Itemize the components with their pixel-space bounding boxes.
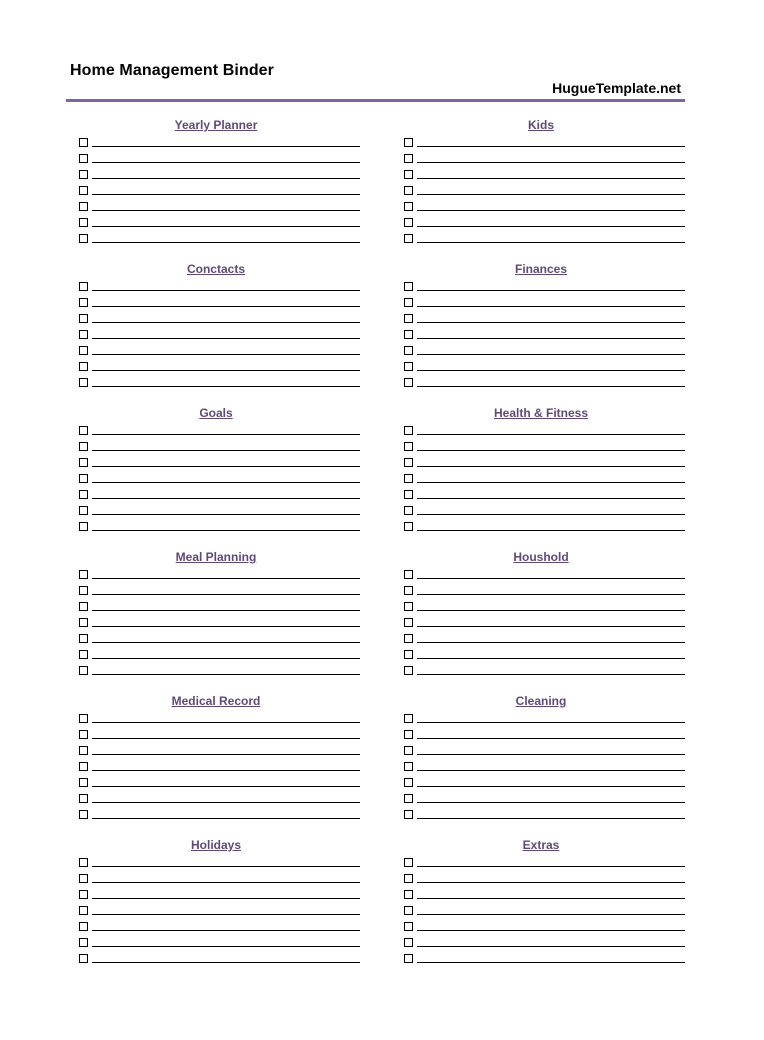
checklist-row [72, 918, 360, 934]
checklist-row [397, 198, 685, 214]
checkbox[interactable] [404, 362, 413, 371]
write-in-line[interactable] [92, 658, 360, 659]
checklist-row [72, 870, 360, 886]
checkbox[interactable] [79, 890, 88, 899]
checklist-row [72, 134, 360, 150]
checkbox[interactable] [404, 314, 413, 323]
checklist-row [397, 486, 685, 502]
checkbox[interactable] [79, 730, 88, 739]
checklist-row [397, 374, 685, 390]
write-in-line[interactable] [417, 770, 685, 771]
checkbox[interactable] [404, 426, 413, 435]
checklist-row [397, 870, 685, 886]
write-in-line[interactable] [92, 962, 360, 963]
checkbox[interactable] [404, 378, 413, 387]
checkbox[interactable] [79, 426, 88, 435]
write-in-line[interactable] [92, 514, 360, 515]
checklist-row [397, 662, 685, 678]
checklist-row [72, 646, 360, 662]
checklist-row [397, 566, 685, 582]
write-in-line[interactable] [417, 898, 685, 899]
write-in-line[interactable] [92, 482, 360, 483]
checkbox[interactable] [79, 474, 88, 483]
checkbox[interactable] [79, 602, 88, 611]
checklist-row [397, 278, 685, 294]
write-in-line[interactable] [92, 450, 360, 451]
checklist-section [397, 118, 685, 246]
checkbox[interactable] [79, 922, 88, 931]
section-title: Meal Planning [175, 550, 257, 564]
checkbox[interactable] [79, 234, 88, 243]
checklist-row [72, 582, 360, 598]
checkbox[interactable] [79, 458, 88, 467]
checklist-row [72, 566, 360, 582]
write-in-line[interactable] [417, 866, 685, 867]
write-in-line[interactable] [417, 242, 685, 243]
write-in-line[interactable] [417, 210, 685, 211]
write-in-line[interactable] [417, 818, 685, 819]
page-title: Home Management Binder [70, 62, 275, 79]
checklist-section [72, 550, 360, 678]
checkbox[interactable] [79, 634, 88, 643]
checklist-row [72, 614, 360, 630]
write-in-line[interactable] [417, 626, 685, 627]
checkbox[interactable] [404, 794, 413, 803]
checkbox[interactable] [79, 794, 88, 803]
checkbox[interactable] [79, 522, 88, 531]
checkbox[interactable] [79, 650, 88, 659]
write-in-line[interactable] [417, 674, 685, 675]
section-title: Health & Fitness [493, 406, 589, 420]
checklist-row [397, 710, 685, 726]
write-in-line[interactable] [417, 178, 685, 179]
write-in-line[interactable] [417, 930, 685, 931]
write-in-line[interactable] [417, 946, 685, 947]
section-title: Goals [199, 406, 233, 420]
checkbox[interactable] [404, 730, 413, 739]
checklist-row [72, 166, 360, 182]
section-title: Extras [522, 838, 560, 852]
write-in-line[interactable] [92, 354, 360, 355]
checkbox[interactable] [404, 186, 413, 195]
checklist-section [397, 838, 685, 966]
checkbox[interactable] [404, 138, 413, 147]
checklist-row [72, 358, 360, 374]
checkbox[interactable] [79, 154, 88, 163]
write-in-line[interactable] [417, 146, 685, 147]
checkbox[interactable] [79, 362, 88, 371]
checklist-row [397, 470, 685, 486]
checklist-row [397, 614, 685, 630]
write-in-line[interactable] [92, 610, 360, 611]
checkbox[interactable] [404, 634, 413, 643]
checklist-row [72, 518, 360, 534]
checklist-row [72, 294, 360, 310]
checklist-row [72, 950, 360, 966]
checklist-row [72, 182, 360, 198]
checkbox[interactable] [404, 298, 413, 307]
write-in-line[interactable] [92, 322, 360, 323]
checklist-row [72, 422, 360, 438]
checklist-row [397, 214, 685, 230]
write-in-line[interactable] [417, 530, 685, 531]
write-in-line[interactable] [417, 498, 685, 499]
checkbox[interactable] [79, 874, 88, 883]
write-in-line[interactable] [92, 722, 360, 723]
checklist-row [397, 934, 685, 950]
checklist-row [397, 790, 685, 806]
checklist-section [72, 694, 360, 822]
checkbox[interactable] [79, 314, 88, 323]
write-in-line[interactable] [92, 642, 360, 643]
checkbox[interactable] [79, 858, 88, 867]
checklist-row [72, 502, 360, 518]
checkbox[interactable] [404, 170, 413, 179]
checklist-section [72, 838, 360, 966]
checklist-row [397, 310, 685, 326]
checklist-row [397, 518, 685, 534]
checklist-row [397, 342, 685, 358]
section-title: Medical Record [171, 694, 261, 708]
write-in-line[interactable] [92, 226, 360, 227]
checkbox[interactable] [404, 490, 413, 499]
checklist-section [397, 262, 685, 390]
checklist-row [397, 950, 685, 966]
write-in-line[interactable] [92, 594, 360, 595]
checklist-section [397, 406, 685, 534]
checklist-row [397, 726, 685, 742]
section-title: Finances [514, 262, 568, 276]
checkbox[interactable] [79, 138, 88, 147]
write-in-line[interactable] [417, 642, 685, 643]
write-in-line[interactable] [417, 754, 685, 755]
checkbox[interactable] [404, 922, 413, 931]
checkbox[interactable] [404, 458, 413, 467]
checklist-row [72, 710, 360, 726]
write-in-line[interactable] [417, 162, 685, 163]
write-in-line[interactable] [92, 530, 360, 531]
write-in-line[interactable] [92, 386, 360, 387]
checklist-row [397, 502, 685, 518]
section-title: Holidays [190, 838, 241, 852]
write-in-line[interactable] [92, 770, 360, 771]
checklist-row [397, 182, 685, 198]
checklist-row [397, 630, 685, 646]
checkbox[interactable] [79, 506, 88, 515]
checklist-row [397, 598, 685, 614]
checklist-row [72, 214, 360, 230]
write-in-line[interactable] [92, 674, 360, 675]
checkbox[interactable] [79, 186, 88, 195]
write-in-line[interactable] [92, 786, 360, 787]
checklist-row [72, 454, 360, 470]
checklist-row [72, 598, 360, 614]
checkbox[interactable] [404, 762, 413, 771]
write-in-line[interactable] [417, 882, 685, 883]
checklist-row [397, 918, 685, 934]
checklist-row [72, 806, 360, 822]
write-in-line[interactable] [417, 338, 685, 339]
write-in-line[interactable] [417, 466, 685, 467]
section-title: Yearly Planner [174, 118, 258, 132]
write-in-line[interactable] [92, 738, 360, 739]
checklist-section [72, 118, 360, 246]
checklist-row [397, 758, 685, 774]
checklist-row [397, 438, 685, 454]
checklist-row [397, 902, 685, 918]
write-in-line[interactable] [92, 498, 360, 499]
write-in-line[interactable] [417, 354, 685, 355]
checklist-row [397, 742, 685, 758]
checklist-row [397, 646, 685, 662]
checkbox[interactable] [404, 506, 413, 515]
write-in-line[interactable] [417, 722, 685, 723]
checkbox[interactable] [404, 202, 413, 211]
section-title: Cleaning [515, 694, 567, 708]
write-in-line[interactable] [417, 578, 685, 579]
checkbox[interactable] [404, 954, 413, 963]
checklist-row [72, 662, 360, 678]
checkbox[interactable] [404, 810, 413, 819]
write-in-line[interactable] [92, 146, 360, 147]
checklist-section [72, 262, 360, 390]
checklist-row [72, 630, 360, 646]
write-in-line[interactable] [417, 658, 685, 659]
write-in-line[interactable] [417, 594, 685, 595]
checkbox[interactable] [79, 938, 88, 947]
write-in-line[interactable] [417, 786, 685, 787]
write-in-line[interactable] [92, 914, 360, 915]
checklist-row [72, 230, 360, 246]
write-in-line[interactable] [92, 802, 360, 803]
write-in-line[interactable] [417, 386, 685, 387]
section-title: Houshold [513, 550, 569, 564]
write-in-line[interactable] [417, 226, 685, 227]
checklist-row [72, 790, 360, 806]
write-in-line[interactable] [92, 210, 360, 211]
write-in-line[interactable] [92, 754, 360, 755]
checkbox[interactable] [79, 490, 88, 499]
checklist-row [397, 582, 685, 598]
checklist-row [72, 742, 360, 758]
checkbox[interactable] [404, 666, 413, 675]
write-in-line[interactable] [92, 178, 360, 179]
write-in-line[interactable] [92, 578, 360, 579]
checklist-row [397, 454, 685, 470]
checkbox[interactable] [79, 746, 88, 755]
write-in-line[interactable] [92, 882, 360, 883]
write-in-line[interactable] [92, 946, 360, 947]
checkbox[interactable] [404, 778, 413, 787]
checkbox[interactable] [79, 282, 88, 291]
checklist-section [397, 694, 685, 822]
checklist-row [397, 806, 685, 822]
checkbox[interactable] [79, 618, 88, 627]
checkbox[interactable] [79, 906, 88, 915]
checkbox[interactable] [79, 570, 88, 579]
checkbox[interactable] [404, 906, 413, 915]
checkbox[interactable] [79, 378, 88, 387]
checkbox[interactable] [404, 858, 413, 867]
write-in-line[interactable] [92, 818, 360, 819]
write-in-line[interactable] [417, 914, 685, 915]
checklist-row [397, 294, 685, 310]
checklist-row [397, 774, 685, 790]
write-in-line[interactable] [92, 242, 360, 243]
checkbox[interactable] [404, 586, 413, 595]
checklist-section [72, 406, 360, 534]
checkbox[interactable] [404, 618, 413, 627]
write-in-line[interactable] [417, 450, 685, 451]
checkbox[interactable] [79, 170, 88, 179]
checklist-section [397, 550, 685, 678]
checkbox[interactable] [79, 442, 88, 451]
write-in-line[interactable] [417, 514, 685, 515]
checklist-row [72, 886, 360, 902]
write-in-line[interactable] [92, 626, 360, 627]
write-in-line[interactable] [92, 290, 360, 291]
checkbox[interactable] [404, 442, 413, 451]
write-in-line[interactable] [92, 866, 360, 867]
checklist-row [72, 486, 360, 502]
checklist-row [397, 134, 685, 150]
section-title: Kids [527, 118, 554, 132]
section-title: Conctacts [186, 262, 245, 276]
checklist-row [72, 310, 360, 326]
write-in-line[interactable] [417, 482, 685, 483]
header-rule [66, 99, 685, 102]
checkbox[interactable] [404, 474, 413, 483]
write-in-line[interactable] [417, 306, 685, 307]
checklist-row [397, 854, 685, 870]
checkbox[interactable] [79, 586, 88, 595]
write-in-line[interactable] [92, 434, 360, 435]
checklist-row [72, 342, 360, 358]
checkbox[interactable] [404, 522, 413, 531]
checklist-row [72, 278, 360, 294]
checklist-row [397, 326, 685, 342]
write-in-line[interactable] [417, 802, 685, 803]
checkbox[interactable] [404, 570, 413, 579]
checkbox[interactable] [404, 890, 413, 899]
checkbox[interactable] [79, 298, 88, 307]
write-in-line[interactable] [92, 306, 360, 307]
checkbox[interactable] [79, 954, 88, 963]
write-in-line[interactable] [92, 466, 360, 467]
checklist-row [72, 374, 360, 390]
checklist-row [397, 886, 685, 902]
checkbox[interactable] [404, 282, 413, 291]
write-in-line[interactable] [417, 194, 685, 195]
checklist-row [72, 470, 360, 486]
checklist-row [72, 774, 360, 790]
checkbox[interactable] [404, 938, 413, 947]
checkbox[interactable] [404, 330, 413, 339]
checklist-row [397, 150, 685, 166]
checkbox[interactable] [404, 746, 413, 755]
checklist-row [72, 198, 360, 214]
checkbox[interactable] [404, 650, 413, 659]
checkbox[interactable] [404, 714, 413, 723]
checklist-row [72, 934, 360, 950]
checklist-row [72, 902, 360, 918]
checkbox[interactable] [404, 602, 413, 611]
checkbox[interactable] [79, 714, 88, 723]
write-in-line[interactable] [417, 610, 685, 611]
checklist-row [72, 150, 360, 166]
site-label: HugueTemplate.net [552, 80, 681, 96]
checklist-row [72, 758, 360, 774]
checkbox[interactable] [404, 154, 413, 163]
checklist-row [72, 726, 360, 742]
checkbox[interactable] [79, 762, 88, 771]
write-in-line[interactable] [417, 290, 685, 291]
checklist-row [72, 326, 360, 342]
write-in-line[interactable] [417, 738, 685, 739]
checklist-row [72, 854, 360, 870]
checkbox[interactable] [79, 202, 88, 211]
checkbox[interactable] [79, 666, 88, 675]
checkbox[interactable] [404, 346, 413, 355]
checkbox[interactable] [404, 234, 413, 243]
write-in-line[interactable] [92, 930, 360, 931]
checkbox[interactable] [79, 346, 88, 355]
write-in-line[interactable] [92, 370, 360, 371]
write-in-line[interactable] [92, 162, 360, 163]
write-in-line[interactable] [417, 434, 685, 435]
write-in-line[interactable] [417, 370, 685, 371]
checklist-row [397, 422, 685, 438]
checklist-row [72, 438, 360, 454]
write-in-line[interactable] [417, 962, 685, 963]
checkbox[interactable] [79, 218, 88, 227]
checkbox[interactable] [79, 778, 88, 787]
checkbox[interactable] [79, 810, 88, 819]
checkbox[interactable] [404, 218, 413, 227]
checklist-row [397, 230, 685, 246]
write-in-line[interactable] [92, 194, 360, 195]
checkbox[interactable] [79, 330, 88, 339]
checklist-row [397, 166, 685, 182]
write-in-line[interactable] [92, 338, 360, 339]
write-in-line[interactable] [92, 898, 360, 899]
checklist-row [397, 358, 685, 374]
write-in-line[interactable] [417, 322, 685, 323]
checkbox[interactable] [404, 874, 413, 883]
